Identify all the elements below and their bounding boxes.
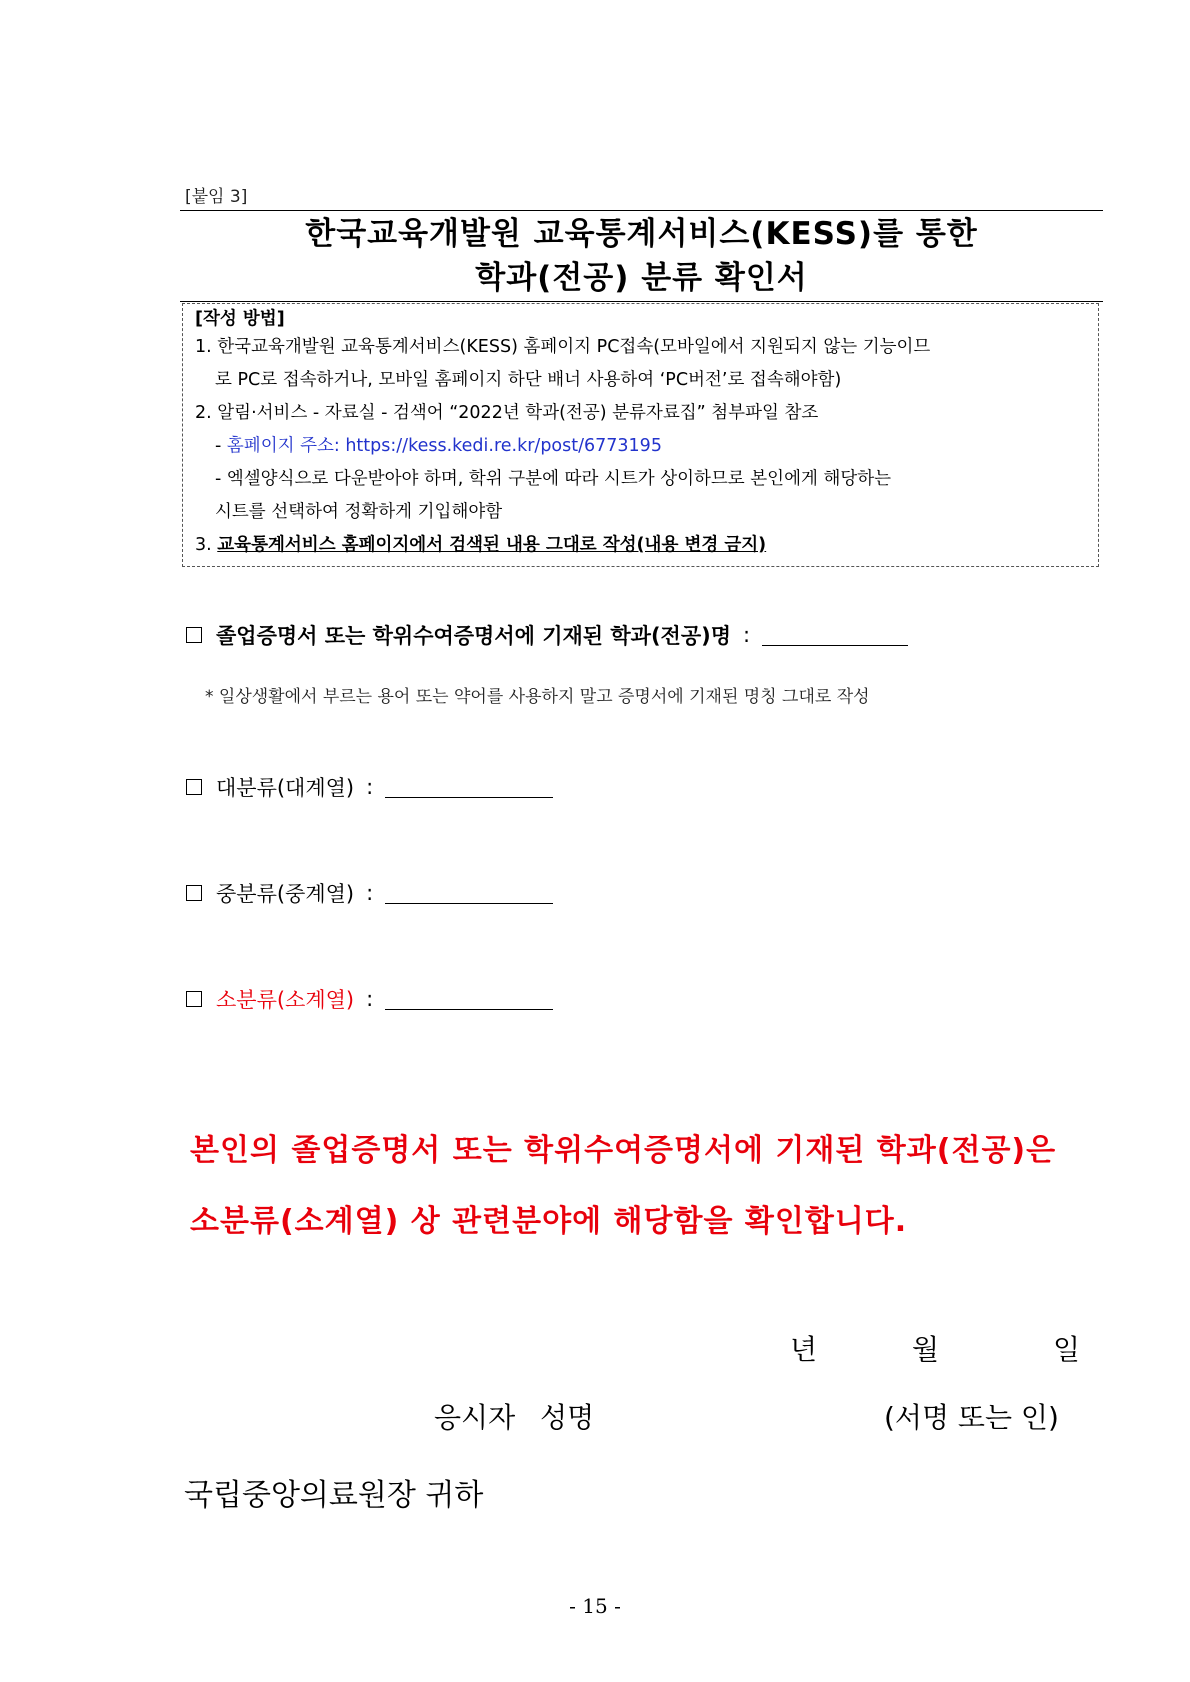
instructions-heading: [작성 방법] [195, 309, 285, 329]
instruction-3-text: 교육통계서비스 홈페이지에서 검색된 내용 그대로 작성(내용 변경 금지) [217, 535, 767, 555]
major-field-blank[interactable] [762, 625, 908, 646]
major-field-note: * 일상생활에서 부르는 용어 또는 약어를 사용하지 말고 증명서에 기재된 명칭 그대로 작성 [205, 687, 870, 707]
large-category-row [186, 772, 553, 802]
title-line-1: 한국교육개발원 교육통계서비스(KESS)를 통한 [305, 216, 978, 252]
applicant-name-label: 응시자 성명 [434, 1401, 595, 1434]
date-day: 일 [1053, 1333, 1081, 1366]
checkbox-icon[interactable] [186, 627, 202, 643]
homepage-label: 홈페이지 주소: [226, 436, 346, 456]
date-month: 월 [912, 1333, 940, 1366]
major-field-label: 졸업증명서 또는 학위수여증명서에 기재된 학과(전공)명 [216, 624, 732, 648]
large-category-blank[interactable] [385, 777, 553, 798]
instruction-2: 2. 알림·서비스 - 자료실 - 검색어 “2022년 학과(전공) 분류자료집” 첨부파일 참조 [195, 403, 819, 423]
medium-category-row [186, 878, 553, 908]
addressee: 국립중앙의료원장 귀하 [184, 1478, 484, 1513]
small-category-blank[interactable] [385, 989, 553, 1010]
medium-category-blank[interactable] [385, 883, 553, 904]
instructions-box [182, 303, 1099, 567]
instruction-1: 1. 한국교육개발원 교육통계서비스(KESS) 홈페이지 PC접속(모바일에서 지원되지 않는 기능이므 [195, 337, 931, 357]
instruction-3 [195, 529, 1088, 562]
checkbox-icon[interactable] [186, 779, 202, 795]
homepage-dash: - [215, 436, 227, 456]
confirmation-line-1: 본인의 졸업증명서 또는 학위수여증명서에 기재된 학과(전공)은 [190, 1133, 1057, 1168]
checkbox-icon[interactable] [186, 991, 202, 1007]
date-year: 년 [790, 1333, 818, 1366]
small-category-row [186, 984, 553, 1014]
major-field-row [186, 620, 908, 650]
major-field-colon: : [743, 623, 751, 647]
small-category-colon: : [366, 987, 374, 1011]
large-category-label: 대분류(대계열) [216, 776, 355, 800]
checkbox-icon[interactable] [186, 885, 202, 901]
homepage-link[interactable]: https://kess.kedi.re.kr/post/6773195 [345, 436, 662, 456]
large-category-colon: : [366, 775, 374, 799]
medium-category-label: 중분류(중계열) [216, 882, 355, 906]
title-top-rule [180, 210, 1103, 211]
small-category-label: 소분류(소계열) [216, 988, 355, 1012]
homepage-row [195, 430, 1088, 463]
confirmation-line-2: 소분류(소계열) 상 관련분야에 해당함을 확인합니다. [190, 1204, 908, 1239]
excel-note: - 엑셀양식으로 다운받아야 하며, 학위 구분에 따라 시트가 상이하므로 본인에게 해당하는 [215, 469, 892, 489]
instruction-1-continued: 로 PC로 접속하거나, 모바일 홈페이지 하단 배너 사용하여 ‘PC버전’로 접속해야함) [215, 370, 842, 390]
attachment-label: [붙임 3] [185, 187, 248, 207]
medium-category-colon: : [366, 881, 374, 905]
title-line-2: 학과(전공) 분류 확인서 [475, 260, 808, 296]
signature-hint: (서명 또는 인) [884, 1401, 1059, 1434]
title-bottom-rule [180, 301, 1103, 302]
instruction-3-number: 3. [195, 535, 218, 555]
page-number: - 15 - [569, 1594, 621, 1618]
excel-note-continued: 시트를 선택하여 정확하게 기입해야함 [215, 502, 503, 522]
